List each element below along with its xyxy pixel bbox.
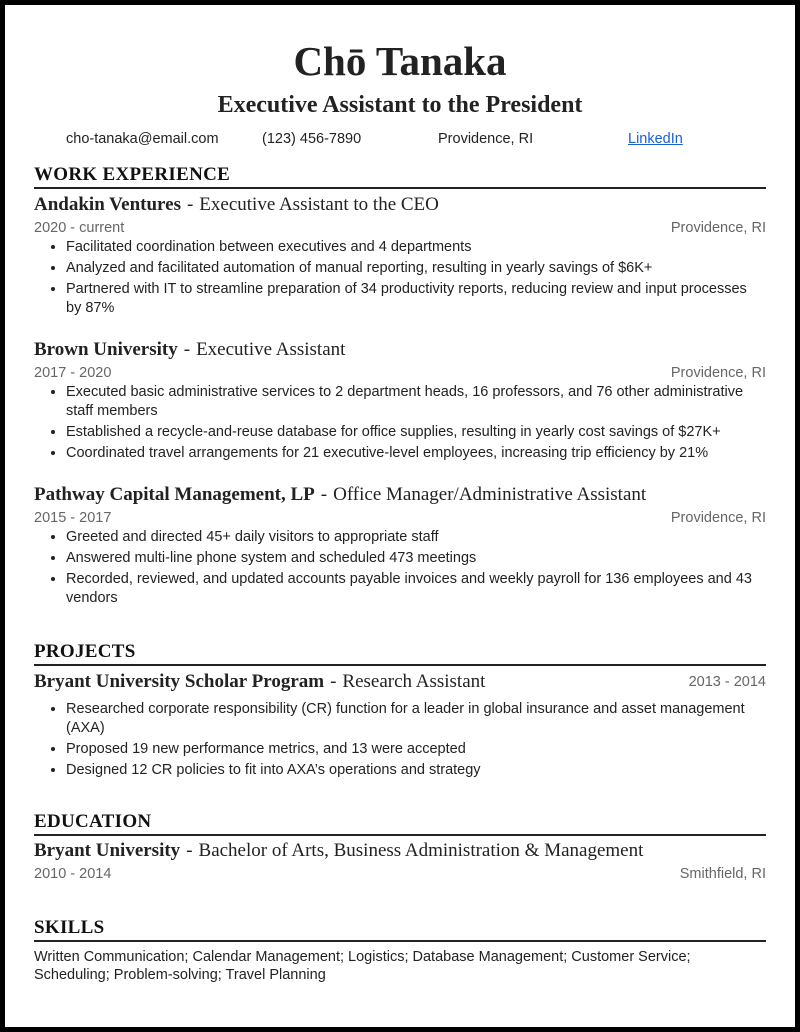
section-skills: SKILLS <box>34 917 766 942</box>
contact-location: Providence, RI <box>438 131 534 147</box>
entry-location: Providence, RI <box>670 365 766 381</box>
entry-bullets <box>34 238 766 317</box>
contact-phone: (123) 456-7890 <box>262 131 362 147</box>
employer-name: Brown University <box>34 339 178 360</box>
entry-dates: 2013 - 2014 <box>688 674 766 690</box>
work-entry <box>34 484 766 610</box>
entry-heading: Bryant University Scholar Program - Research Assistant <box>34 671 486 692</box>
candidate-title: Executive Assistant to the President <box>217 92 583 118</box>
section-work-experience: WORK EXPERIENCE <box>34 164 766 189</box>
entry-dates: 2010 - 2014 <box>34 866 112 882</box>
education-entry <box>34 840 766 883</box>
list-item: • Researched corporate responsibility (CR) function for a leader in global insurance and asset management (AXA) <box>66 700 766 737</box>
list-item: • Partnered with IT to streamline preparation of 34 productivity reports, reducing review and input processes by 87% <box>66 280 766 317</box>
entry-meta <box>34 219 766 237</box>
work-entry <box>34 339 766 465</box>
project-entry <box>34 671 766 782</box>
entry-heading: Bryant University - Bachelor of Arts, Business Administration & Management <box>34 840 644 861</box>
list-item: • Coordinated travel arrangements for 21 executive-level employees, increasing trip efficiency by 21% <box>66 444 766 463</box>
list-item: • Designed 12 CR policies to fit into AXA’s operations and strategy <box>66 761 766 780</box>
entry-bullets <box>34 383 766 462</box>
school-name: Bryant University <box>34 840 181 861</box>
list-item: • Analyzed and facilitated automation of manual reporting, resulting in yearly savings of $6K+ <box>66 259 766 278</box>
employer-name: Andakin Ventures <box>34 194 181 215</box>
candidate-name: Chō Tanaka <box>293 38 507 84</box>
entry-location: Providence, RI <box>670 510 766 526</box>
project-name: Bryant University Scholar Program <box>34 671 325 692</box>
contact-email: cho-tanaka@email.com <box>66 131 219 147</box>
entry-dates: 2017 - 2020 <box>34 365 112 381</box>
project-role: Research Assistant <box>342 671 486 692</box>
entry-heading: Pathway Capital Management, LP - Office Manager/Administrative Assistant <box>34 484 647 505</box>
entry-meta <box>34 865 766 883</box>
list-item: • Established a recycle-and-reuse database for office supplies, resulting in yearly cost savings of $27K+ <box>66 423 766 442</box>
job-role: Executive Assistant to the CEO <box>199 194 439 215</box>
contact-row <box>34 130 766 148</box>
degree: Bachelor of Arts, Business Administration & Management <box>198 840 644 861</box>
section-education: EDUCATION <box>34 811 766 836</box>
list-item: • Proposed 19 new performance metrics, and 13 were accepted <box>66 740 766 759</box>
list-item: • Recorded, reviewed, and updated accounts payable invoices and weekly payroll for 136 employees and 43 vendors <box>66 570 766 607</box>
entry-dates: 2020 - current <box>34 220 125 236</box>
entry-bullets <box>34 700 766 779</box>
linkedin-link[interactable]: LinkedIn <box>628 131 683 147</box>
list-item: • Greeted and directed 45+ daily visitors to appropriate staff <box>66 528 766 547</box>
entry-location: Smithfield, RI <box>679 866 766 882</box>
list-item: • Facilitated coordination between executives and 4 departments <box>66 238 766 257</box>
entry-meta <box>34 364 766 382</box>
skills-list: Written Communication; Calendar Management; Logistics; Database Management; Customer Service; Scheduling; Problem-solving; Travel Planning <box>34 949 691 983</box>
job-role: Executive Assistant <box>196 339 346 360</box>
resume-page <box>5 5 795 1027</box>
entry-bullets <box>34 528 766 607</box>
entry-meta <box>34 509 766 527</box>
list-item: • Answered multi-line phone system and scheduled 473 meetings <box>66 549 766 568</box>
section-projects: PROJECTS <box>34 641 766 666</box>
entry-heading: Brown University - Executive Assistant <box>34 339 346 360</box>
work-entry <box>34 194 766 320</box>
entry-dates: 2015 - 2017 <box>34 510 112 526</box>
list-item: • Executed basic administrative services to 2 department heads, 16 professors, and 76 other administrative staff members <box>66 383 766 420</box>
entry-location: Providence, RI <box>670 220 766 236</box>
entry-heading: Andakin Ventures - Executive Assistant to the CEO <box>34 194 439 215</box>
job-role: Office Manager/Administrative Assistant <box>333 484 647 505</box>
employer-name: Pathway Capital Management, LP <box>34 484 315 505</box>
